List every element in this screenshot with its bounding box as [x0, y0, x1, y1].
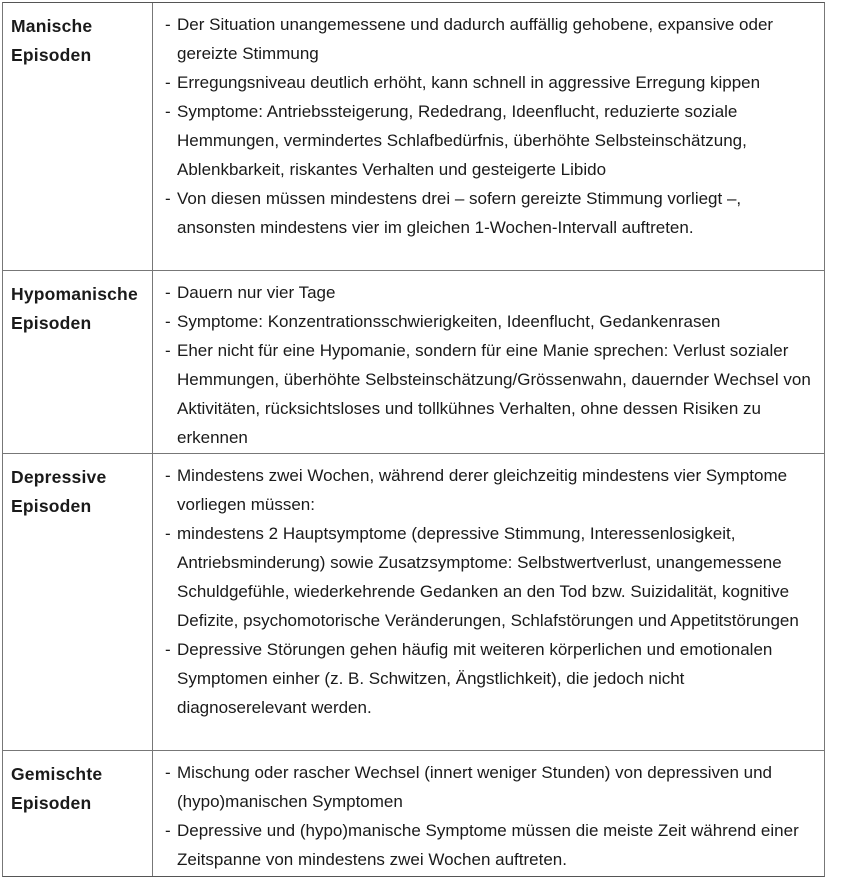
list-item: - mindestens 2 Hauptsymptome (depressive Stimmung, Interessenlosigkeit, Antriebsminderung) sowie Zusatzsymptome: Selbstwertverlust, unangemessene Schuldgefühle, wiederkehrende Gedanken an den Tod bzw. Suizidalität, kognitive Defizite, psychomotorische Veränderungen, Schlafstörungen und Appetitstörungen — [165, 519, 816, 635]
table-row-mixed — [3, 751, 824, 876]
row-label-line: Episoden — [11, 313, 92, 333]
table-row-hypomanic — [3, 271, 824, 454]
row-content — [153, 271, 824, 453]
list-item: - Mindestens zwei Wochen, während derer gleichzeitig mindestens vier Symptome vorliegen müssen: — [165, 461, 816, 519]
episodes-table — [2, 2, 825, 877]
row-label-line: Gemischte — [11, 764, 103, 784]
row-content — [153, 3, 824, 270]
row-label-line: Episoden — [11, 793, 92, 813]
list-item: - Eher nicht für eine Hypomanie, sondern für eine Manie sprechen: Verlust sozialer Hemmungen, überhöhte Selbsteinschätzung/Grössenwahn, dauernder Wechsel von Aktivitäten, rücksichtsloses und tollkühnes Verhalten, ohne dessen Risiken zu erkennen — [165, 336, 816, 452]
row-label-line: Hypomanische — [11, 284, 138, 304]
list-item: - Erregungsniveau deutlich erhöht, kann schnell in aggressive Erregung kippen — [165, 68, 816, 97]
list-item: - Symptome: Konzentrationsschwierigkeiten, Ideenflucht, Gedankenrasen — [165, 307, 816, 336]
row-label-line: Episoden — [11, 45, 92, 65]
list-item: - Depressive und (hypo)manische Symptome müssen die meiste Zeit während einer Zeitspanne von mindestens zwei Wochen auftreten. — [165, 816, 816, 874]
row-label-line: Episoden — [11, 496, 92, 516]
row-content — [153, 751, 824, 876]
row-label — [3, 3, 153, 270]
table-row-manic — [3, 3, 824, 271]
row-label-line: Manische — [11, 16, 93, 36]
list-item: - Depressive Störungen gehen häufig mit weiteren körperlichen und emotionalen Symptomen einher (z. B. Schwitzen, Ängstlichkeit), die jedoch nicht diagnoserelevant werden. — [165, 635, 816, 722]
row-label — [3, 271, 153, 453]
list-item: - Symptome: Antriebssteigerung, Rededrang, Ideenflucht, reduzierte soziale Hemmungen, vermindertes Schlafbedürfnis, überhöhte Selbsteinschätzung, Ablenkbarkeit, riskantes Verhalten und gesteigerte Libido — [165, 97, 816, 184]
row-label — [3, 751, 153, 876]
table-row-depressive — [3, 454, 824, 751]
row-content — [153, 454, 824, 750]
list-item: - Von diesen müssen mindestens drei – sofern gereizte Stimmung vorliegt –, ansonsten mindestens vier im gleichen 1-Wochen-Intervall auftreten. — [165, 184, 816, 242]
list-item: - Mischung oder rascher Wechsel (innert weniger Stunden) von depressiven und (hypo)manischen Symptomen — [165, 758, 816, 816]
list-item: - Der Situation unangemessene und dadurch auffällig gehobene, expansive oder gereizte Stimmung — [165, 10, 816, 68]
list-item: - Dauern nur vier Tage — [165, 278, 816, 307]
row-label-line: Depressive — [11, 467, 107, 487]
row-label — [3, 454, 153, 750]
